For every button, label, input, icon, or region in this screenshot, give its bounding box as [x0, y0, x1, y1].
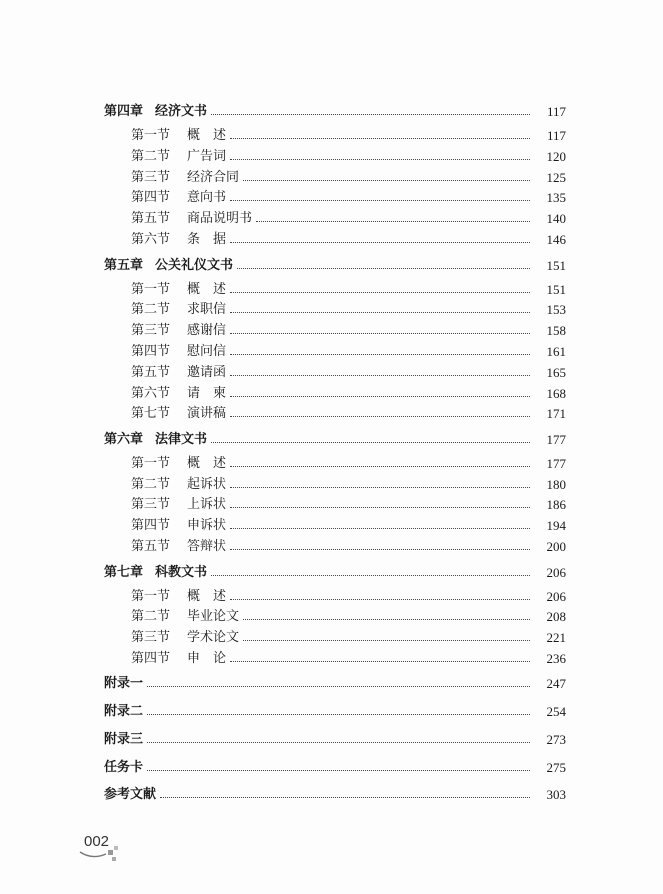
dot-leader	[230, 342, 530, 362]
dot-leader	[230, 649, 530, 669]
toc-entry-title: 商品说明书	[187, 211, 253, 227]
toc-entry-label	[104, 758, 143, 778]
toc-entry-title: 毕业论文	[187, 609, 240, 625]
toc-section-entry[interactable]	[0, 587, 663, 607]
toc-entry-label	[104, 430, 207, 450]
toc-entry-label	[104, 674, 143, 694]
toc-entry-title: 意向书	[187, 190, 227, 206]
toc-page-number: 168	[546, 385, 566, 401]
toc-section-entry[interactable]	[0, 649, 663, 669]
toc-section-entry[interactable]	[0, 342, 663, 362]
dot-leader	[230, 475, 530, 495]
dot-leader	[160, 785, 530, 805]
toc-entry-title: 经济文书	[155, 104, 208, 119]
toc-chapter-entry[interactable]	[0, 430, 663, 450]
toc-entry-label	[131, 280, 226, 300]
toc-section-entry[interactable]	[0, 516, 663, 536]
toc-page-number: 151	[546, 257, 566, 273]
toc-entry-number: 第一节	[131, 588, 171, 604]
toc-entry-label	[131, 384, 226, 404]
toc-entry-title: 经济合同	[187, 169, 240, 185]
toc-entry-number: 第三节	[131, 630, 171, 646]
toc-entry-title: 邀请函	[187, 364, 227, 380]
toc-entry-title: 起诉状	[187, 476, 227, 492]
toc-entry-number: 第一节	[131, 281, 171, 297]
toc-entry-label	[131, 587, 226, 607]
toc-appendix-entry[interactable]	[0, 785, 663, 805]
toc-page-number: 135	[546, 190, 566, 206]
toc-appendix-entry[interactable]	[0, 674, 663, 694]
toc-entry-title: 条 据	[187, 232, 227, 247]
dot-leader	[230, 321, 530, 341]
toc-entry-label	[131, 188, 226, 208]
toc-entry-title: 求职信	[187, 302, 227, 318]
toc-entry-label	[131, 363, 226, 383]
toc-entry-label	[131, 537, 226, 557]
dot-leader	[211, 102, 530, 122]
toc-entry-label	[131, 209, 252, 229]
toc-entry-label	[131, 495, 226, 515]
dot-leader	[237, 256, 530, 276]
dot-leader	[230, 230, 530, 250]
dot-leader	[230, 126, 530, 146]
toc-entry-title: 概 述	[187, 281, 227, 297]
toc-page-number: 180	[546, 476, 566, 492]
toc-section-entry[interactable]	[0, 280, 663, 300]
toc-section-entry[interactable]	[0, 628, 663, 648]
toc-entry-title: 附录三	[104, 731, 144, 747]
toc-entry-title: 感谢信	[187, 323, 227, 339]
toc-section-entry[interactable]	[0, 230, 663, 250]
toc-entry-number: 第四节	[131, 190, 171, 206]
toc-entry-number: 第六章	[104, 431, 144, 447]
toc-entry-number: 第六节	[131, 232, 171, 247]
toc-entry-label	[131, 342, 226, 362]
toc-entry-number: 第七节	[131, 406, 171, 422]
toc-page-number: 221	[546, 630, 566, 646]
dot-leader	[211, 563, 530, 583]
dot-leader	[230, 587, 530, 607]
toc-entry-label	[131, 126, 226, 146]
toc-page-number: 273	[546, 731, 566, 747]
toc-section-entry[interactable]	[0, 384, 663, 404]
toc-section-entry[interactable]	[0, 188, 663, 208]
toc-entry-title: 附录二	[104, 704, 144, 720]
toc-chapter-entry[interactable]	[0, 563, 663, 583]
toc-entry-title: 概 述	[187, 128, 227, 143]
toc-chapter-entry[interactable]	[0, 256, 663, 276]
toc-page-number: 161	[546, 343, 566, 359]
toc-page-number: 120	[546, 148, 566, 164]
toc-entry-label	[104, 563, 207, 583]
toc-entry-number: 第四节	[131, 518, 171, 534]
dot-leader	[147, 674, 530, 694]
toc-appendix-entry[interactable]	[0, 758, 663, 778]
toc-page-number: 194	[546, 518, 566, 534]
toc-entry-title: 参考文献	[104, 787, 157, 803]
toc-page-number: 275	[546, 759, 566, 775]
toc-entry-label	[131, 321, 226, 341]
toc-page-number: 247	[546, 676, 566, 692]
toc-entry-title: 任务卡	[104, 759, 144, 775]
toc-section-entry[interactable]	[0, 147, 663, 167]
toc-entry-title: 法律文书	[155, 431, 208, 447]
toc-entry-label	[131, 607, 239, 627]
toc-page-number: 146	[546, 232, 566, 247]
toc-entry-title: 广告词	[187, 148, 227, 164]
toc-page-number: 254	[546, 704, 566, 720]
toc-page-number: 125	[546, 169, 566, 185]
toc-entry-label	[131, 404, 226, 424]
toc-page-number: 117	[546, 128, 566, 143]
toc-chapter-entry[interactable]	[0, 102, 663, 122]
toc-entry-label	[131, 147, 226, 167]
dot-leader	[230, 454, 530, 474]
toc-entry-label	[104, 702, 143, 722]
dot-leader	[230, 495, 530, 515]
toc-page-number: 177	[546, 431, 566, 447]
toc-section-entry[interactable]	[0, 126, 663, 146]
toc-entry-number: 第二节	[131, 302, 171, 318]
toc-entry-number: 第三节	[131, 169, 171, 185]
toc-entry-title: 答辩状	[187, 539, 227, 554]
toc-page-number: 208	[546, 609, 566, 625]
toc-entry-label	[131, 300, 226, 320]
toc-entry-title: 演讲稿	[187, 406, 227, 422]
toc-entry-label	[131, 628, 239, 648]
toc-entry-number: 第六节	[131, 385, 171, 401]
toc-entry-number: 第二节	[131, 148, 171, 164]
toc-entry-title: 附录一	[104, 676, 144, 692]
dot-leader	[230, 404, 530, 424]
dot-leader	[256, 209, 530, 229]
toc-page-number: 236	[546, 650, 566, 666]
dot-leader	[243, 607, 530, 627]
toc-entry-label	[104, 730, 143, 750]
toc-page-number: 158	[546, 323, 566, 339]
toc-section-entry[interactable]	[0, 363, 663, 383]
toc-page-number: 186	[546, 497, 566, 513]
toc-entry-label	[131, 475, 226, 495]
toc-page-number: 200	[546, 539, 566, 554]
toc-page-number: 177	[546, 455, 566, 471]
toc-entry-label	[104, 785, 156, 805]
page-number: 002	[84, 833, 110, 850]
dot-leader	[243, 168, 530, 188]
toc-entry-number: 第五节	[131, 539, 171, 554]
toc-entry-title: 慰问信	[187, 343, 227, 359]
dot-leader	[147, 730, 530, 750]
toc-section-entry[interactable]	[0, 454, 663, 474]
toc-section-entry[interactable]	[0, 495, 663, 515]
toc-entry-number: 第七章	[104, 564, 144, 580]
dot-leader	[147, 702, 530, 722]
toc-entry-title: 科教文书	[155, 564, 208, 580]
toc-entry-label	[131, 516, 226, 536]
dot-leader	[230, 516, 530, 536]
dot-leader	[230, 188, 530, 208]
dot-leader	[230, 537, 530, 557]
toc-entry-number: 第一节	[131, 128, 171, 143]
toc-entry-number: 第二节	[131, 609, 171, 625]
toc-entry-label	[104, 256, 233, 276]
toc-section-entry[interactable]	[0, 300, 663, 320]
toc-page-number: 303	[546, 787, 566, 803]
dot-leader	[147, 758, 530, 778]
toc-entry-title: 申 论	[187, 650, 227, 666]
toc-page-number: 117	[546, 104, 566, 119]
toc-page-number: 206	[546, 588, 566, 604]
toc-entry-title: 概 述	[187, 588, 227, 604]
toc-entry-number: 第一节	[131, 455, 171, 471]
toc-section-entry[interactable]	[0, 168, 663, 188]
toc-entry-number: 第四节	[131, 650, 171, 666]
toc-entry-title: 学术论文	[187, 630, 240, 646]
toc-entry-label	[104, 102, 207, 122]
dot-leader	[230, 384, 530, 404]
dot-leader	[230, 300, 530, 320]
folio-ornament-icon	[78, 846, 122, 864]
toc-entry-number: 第二节	[131, 476, 171, 492]
toc-entry-label	[131, 649, 226, 669]
toc-page-number: 140	[546, 211, 566, 227]
toc-entry-title: 申诉状	[187, 518, 227, 534]
toc-entry-title: 请 柬	[187, 385, 227, 401]
toc-section-entry[interactable]	[0, 209, 663, 229]
toc-page-number: 165	[546, 364, 566, 380]
dot-leader	[211, 430, 530, 450]
toc-entry-title: 概 述	[187, 455, 227, 471]
toc-entry-label	[131, 230, 226, 250]
toc-section-entry[interactable]	[0, 537, 663, 557]
toc-page-number: 151	[546, 281, 566, 297]
toc-entry-number: 第三节	[131, 323, 171, 339]
toc-entry-label	[131, 454, 226, 474]
toc-entry-label	[131, 168, 239, 188]
toc-entry-title: 公关礼仪文书	[155, 257, 234, 273]
toc-section-entry[interactable]	[0, 475, 663, 495]
toc-entry-number: 第五节	[131, 211, 171, 227]
toc-appendix-entry[interactable]	[0, 730, 663, 750]
toc-page-number: 153	[546, 302, 566, 318]
toc-appendix-entry[interactable]	[0, 702, 663, 722]
toc-entry-title: 上诉状	[187, 497, 227, 513]
dot-leader	[230, 363, 530, 383]
dot-leader	[230, 147, 530, 167]
dot-leader	[243, 628, 530, 648]
toc-page-number: 171	[546, 406, 566, 422]
toc-page-number: 206	[546, 564, 566, 580]
toc-entry-number: 第四节	[131, 343, 171, 359]
toc-section-entry[interactable]	[0, 607, 663, 627]
toc-section-entry[interactable]	[0, 321, 663, 341]
toc-entry-number: 第四章	[104, 104, 144, 119]
toc-section-entry[interactable]	[0, 404, 663, 424]
toc-entry-number: 第五节	[131, 364, 171, 380]
dot-leader	[230, 280, 530, 300]
toc-entry-number: 第五章	[104, 257, 144, 273]
toc-entry-number: 第三节	[131, 497, 171, 513]
